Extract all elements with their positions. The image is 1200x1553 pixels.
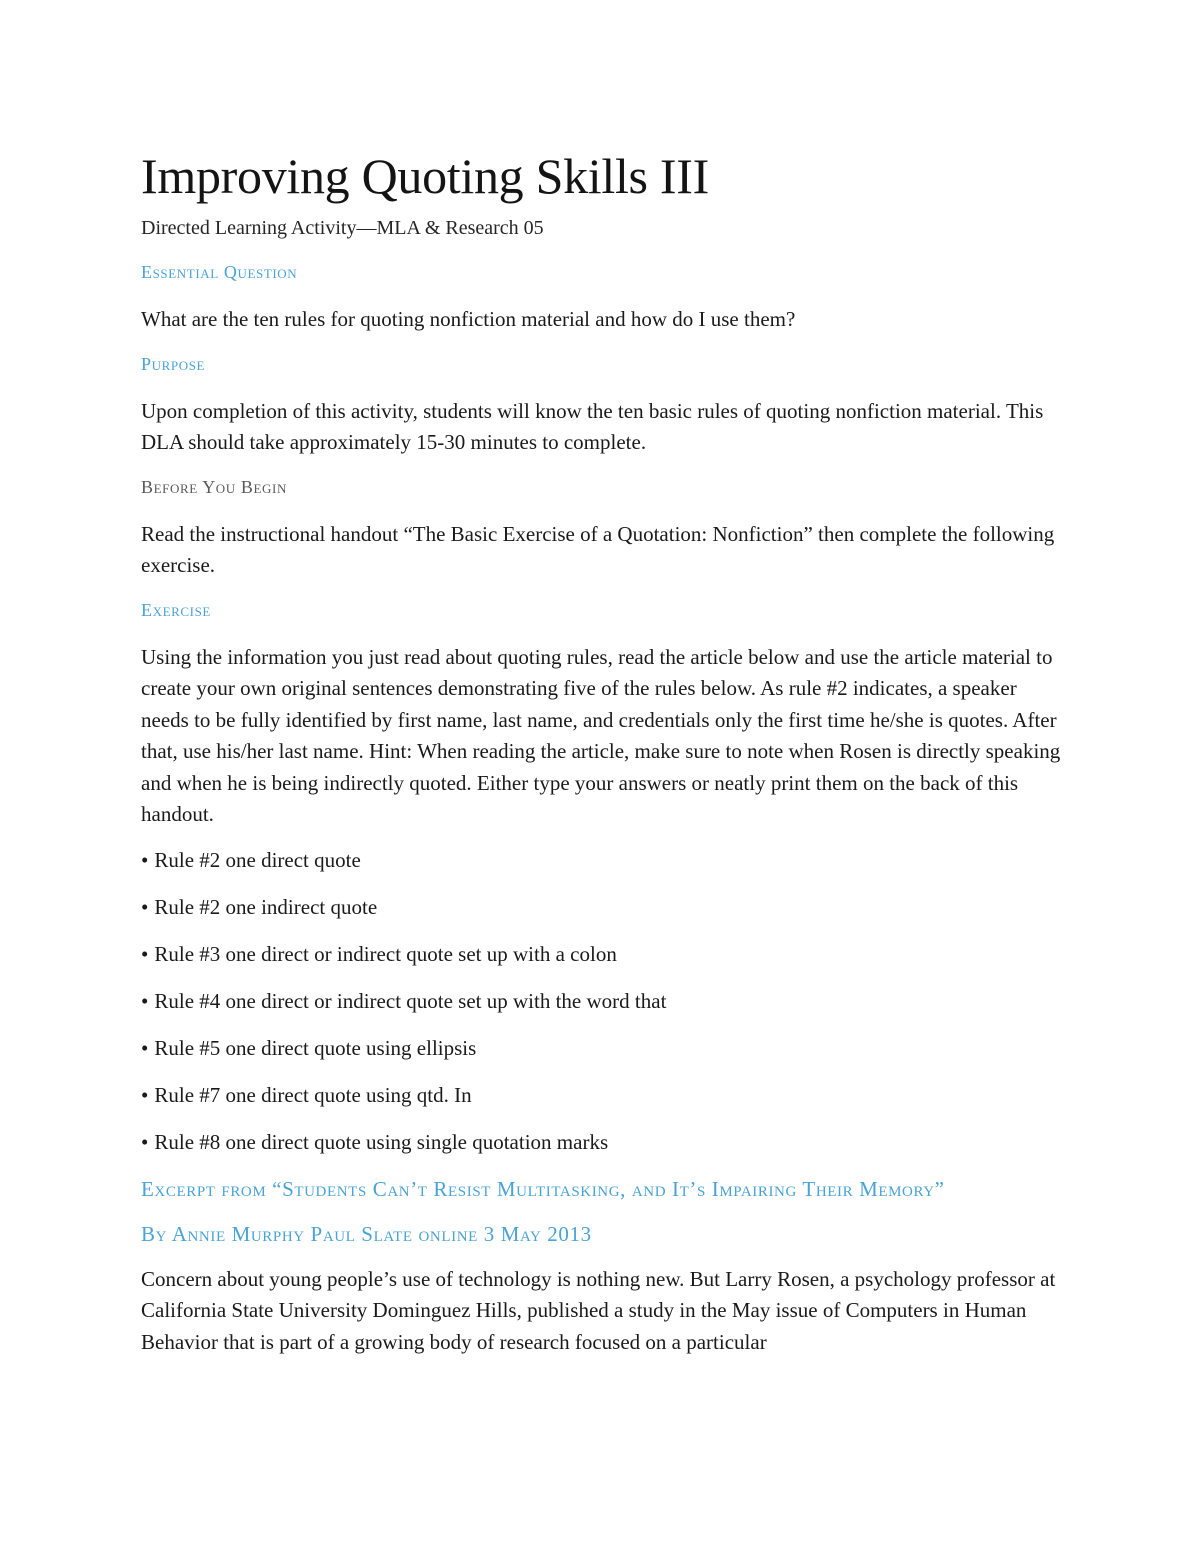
bullet-icon: • (141, 1129, 149, 1154)
rule-text: Rule #8 one direct quote using single quotation marks (154, 1129, 609, 1154)
list-item (141, 892, 1061, 923)
bullet-icon: • (141, 847, 149, 872)
rule-text: Rule #5 one direct quote using ellipsis (154, 1035, 477, 1060)
rules-list (141, 845, 1061, 1158)
exercise-heading: Exercise (141, 599, 211, 620)
purpose-text: Upon completion of this activity, students will know the ten basic rules of quoting nonfiction material. This DLA should take approximately 15-30 minutes to complete. (141, 398, 1044, 454)
bullet-icon: • (141, 894, 149, 919)
document-page (141, 140, 1061, 1358)
essential-question-heading: Essential Question (141, 262, 298, 282)
before-you-begin-text: Read the instructional handout “The Basic Exercise of a Quotation: Nonfiction” then complete the following exercise. (141, 521, 1055, 577)
list-item (141, 845, 1061, 876)
list-item (141, 1033, 1061, 1064)
rule-text: Rule #7 one direct quote using qtd. In (154, 1082, 472, 1107)
excerpt-heading: Excerpt from “Students Can’t Resist Multitasking, and It’s Impairing Their Memory” (141, 1176, 945, 1201)
exercise-text: Using the information you just read about quoting rules, read the article below and use the article material to create your own original sentences demonstrating five of the rules below. As rule #2 indicates, a speaker needs to be fully identified by first name, last name, and credentials only the first time he/she is quotes. After that, use his/her last name. Hint: When reading the article, make sure to note when Rosen is directly speaking and when he is being indirectly quoted. Either type your answers or neatly print them on the back of this handout. (141, 644, 1061, 826)
bullet-icon: • (141, 1035, 149, 1060)
excerpt-byline: By Annie Murphy Paul Slate online 3 May 2013 (141, 1221, 592, 1246)
page-title: Improving Quoting Skills III (141, 148, 709, 204)
rule-text: Rule #2 one direct quote (154, 847, 361, 872)
list-item (141, 1127, 1061, 1158)
list-item (141, 939, 1061, 970)
bullet-icon: • (141, 988, 149, 1013)
purpose-heading: Purpose (141, 353, 206, 374)
list-item (141, 986, 1061, 1017)
list-item (141, 1080, 1061, 1111)
essential-question-text: What are the ten rules for quoting nonfiction material and how do I use them? (141, 307, 796, 331)
page-subtitle: Directed Learning Activity—MLA & Research 05 (141, 217, 544, 239)
bullet-icon: • (141, 941, 149, 966)
before-you-begin-heading: Before You Begin (141, 476, 287, 497)
rule-text: Rule #4 one direct or indirect quote set up with the word that (154, 988, 667, 1013)
excerpt-text: Concern about young people’s use of technology is nothing new. But Larry Rosen, a psychology professor at California State University Dominguez Hills, published a study in the May issue of Computers in Human Behavior that is part of a growing body of research focused on a particular (141, 1266, 1056, 1354)
rule-text: Rule #2 one indirect quote (154, 894, 378, 919)
bullet-icon: • (141, 1082, 149, 1107)
rule-text: Rule #3 one direct or indirect quote set up with a colon (154, 941, 617, 966)
